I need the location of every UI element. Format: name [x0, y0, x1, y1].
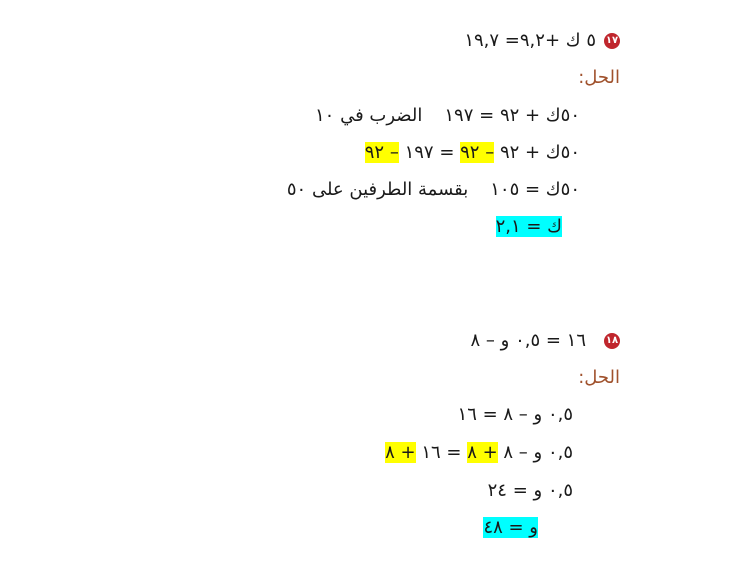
- step-math-part: ٥٠ك + ٩٢: [494, 142, 580, 163]
- problem-equation: ٥ ك +٩,٢= ١٩,٧: [464, 30, 596, 51]
- highlighted-term: – ٩٢: [460, 142, 495, 163]
- final-answer: و = ٤٨: [483, 517, 538, 538]
- highlighted-term: + ٨: [467, 442, 498, 463]
- solution-step-1: [315, 105, 580, 127]
- step-note: بقسمة الطرفين على ٥٠: [286, 179, 469, 200]
- highlighted-term: + ٨: [385, 442, 416, 463]
- step-math: ٠,٥ و = ٢٤: [487, 480, 573, 501]
- step-note: الضرب في ١٠: [315, 105, 423, 126]
- answer-line: [483, 517, 538, 539]
- problem-18-statement: [471, 330, 620, 352]
- solution-step-2: [365, 142, 580, 164]
- highlighted-term: – ٩٢: [364, 142, 399, 163]
- step-math: ٥٠ك = ١٠٥: [490, 179, 580, 200]
- solution-step-3: [287, 179, 580, 201]
- problem-number-badge: ١٨: [604, 333, 620, 349]
- step-math: ٠,٥ و – ٨ = ١٦: [457, 404, 573, 425]
- final-answer: ك = ٢,١: [495, 216, 562, 237]
- problem-equation: ١٦ = ٠,٥ و – ٨: [470, 330, 586, 351]
- answer-line: [496, 216, 562, 238]
- problem-17-statement: [464, 30, 620, 52]
- step-math-part: = ١٩٧: [398, 142, 461, 163]
- step-math: ٥٠ك + ٩٢ = ١٩٧: [444, 105, 580, 126]
- problem-number-badge: ١٧: [604, 33, 620, 49]
- step-math-part: ٠,٥ و – ٨: [497, 442, 573, 463]
- step-math-part: = ١٦: [415, 442, 468, 463]
- solution-step-3: [488, 480, 573, 502]
- solution-step-1: [458, 404, 573, 426]
- solution-label: الحل:: [578, 367, 620, 388]
- solution-step-2: [385, 442, 573, 464]
- solution-label: الحل:: [578, 67, 620, 88]
